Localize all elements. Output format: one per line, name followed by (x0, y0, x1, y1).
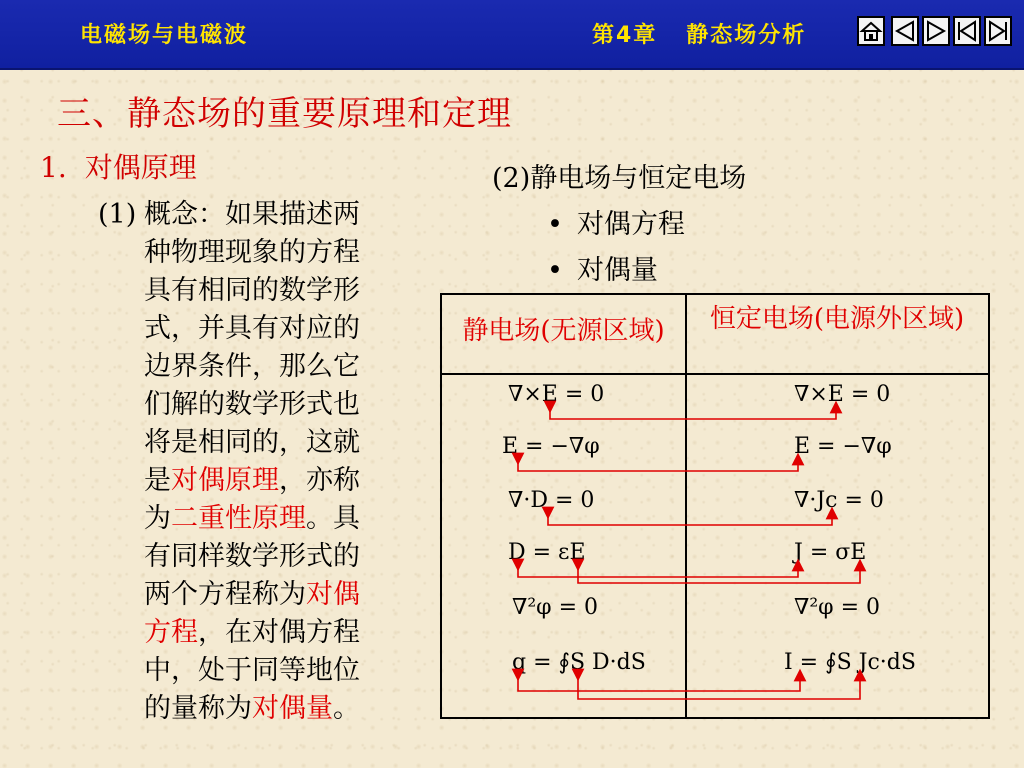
last-icon[interactable] (984, 16, 1012, 46)
equation-right: I = ∮S Jc·dS (784, 650, 916, 675)
concept-line: 边界条件，那么它 (144, 351, 360, 382)
slide-title: 三、静态场的重要原理和定理 (57, 94, 512, 134)
concept-line: 们解的数学形式也 (144, 389, 360, 420)
term-dual-principle: 二重性原理 (171, 503, 306, 534)
duality-arrows (442, 295, 988, 717)
concept-line: 将是相同的，这就 (144, 427, 360, 458)
equation-right: ∇²φ = 0 (794, 595, 881, 620)
concept-label: (1) (98, 199, 137, 230)
concept-line: 有同样数学形式的 (144, 541, 360, 572)
term-dual-equations-a: 对偶 (306, 579, 360, 610)
chapter-title: 第4章 静态场分析 (592, 23, 807, 48)
arrow-pair (518, 675, 800, 691)
bullet-item: • 对偶量 (547, 255, 658, 286)
term-duality-principle: 对偶原理 (171, 465, 279, 496)
concept-line: 的量称为对偶量。 (144, 693, 360, 724)
equation-right: ∇·Jc = 0 (794, 488, 884, 513)
section-title: 对偶原理 (84, 151, 197, 184)
concept-line: 具有相同的数学形 (144, 275, 360, 306)
equation-left: E = −∇φ (502, 434, 600, 459)
arrow-pair (550, 407, 836, 419)
section-number: 1. (40, 151, 67, 184)
prev-icon[interactable] (891, 16, 919, 46)
header-steady-current: 恒定电场(电源外区域) (709, 304, 965, 334)
term-dual-quantities: 对偶量 (252, 693, 333, 724)
equation-left: ∇×E = 0 (508, 382, 605, 407)
equation-right: ∇×E = 0 (794, 382, 891, 407)
subsection-heading: (2)静电场与恒定电场 (492, 163, 747, 194)
concept-line: 概念：如果描述两 (144, 199, 360, 230)
arrow-pair (518, 459, 798, 471)
concept-line: 中，处于同等地位 (144, 655, 360, 686)
term-dual-equations-b: 方程 (144, 617, 198, 648)
equation-left: ∇·D = 0 (508, 488, 595, 513)
concept-line: 式，并具有对应的 (144, 313, 360, 344)
header-electrostatic: 静电场(无源区域) (462, 316, 665, 346)
header-bar (0, 0, 1024, 70)
home-icon[interactable] (857, 16, 885, 46)
dual-equation-table (440, 293, 990, 719)
concept-line: 种物理现象的方程 (144, 237, 360, 268)
equation-right: E = −∇φ (794, 434, 892, 459)
arrow-pair (518, 565, 798, 577)
arrow-pair (578, 565, 860, 583)
arrow-pair (578, 675, 860, 699)
bullet-item: • 对偶方程 (547, 209, 685, 240)
first-icon[interactable] (953, 16, 981, 46)
course-title: 电磁场与电磁波 (80, 23, 249, 48)
equation-left: q = ∮S D·dS (512, 650, 646, 675)
concept-line: 为二重性原理。具 (144, 503, 360, 534)
equation-left: ∇²φ = 0 (512, 595, 599, 620)
concept-line: 是对偶原理，亦称 (144, 465, 360, 496)
section-heading (40, 146, 197, 186)
concept-line: 两个方程称为对偶 (144, 579, 360, 610)
equation-right: J = σE (794, 540, 867, 565)
equation-left: D = εE (508, 540, 586, 565)
arrow-pair (548, 513, 832, 525)
next-icon[interactable] (922, 16, 950, 46)
concept-line: 方程，在对偶方程 (144, 617, 360, 648)
